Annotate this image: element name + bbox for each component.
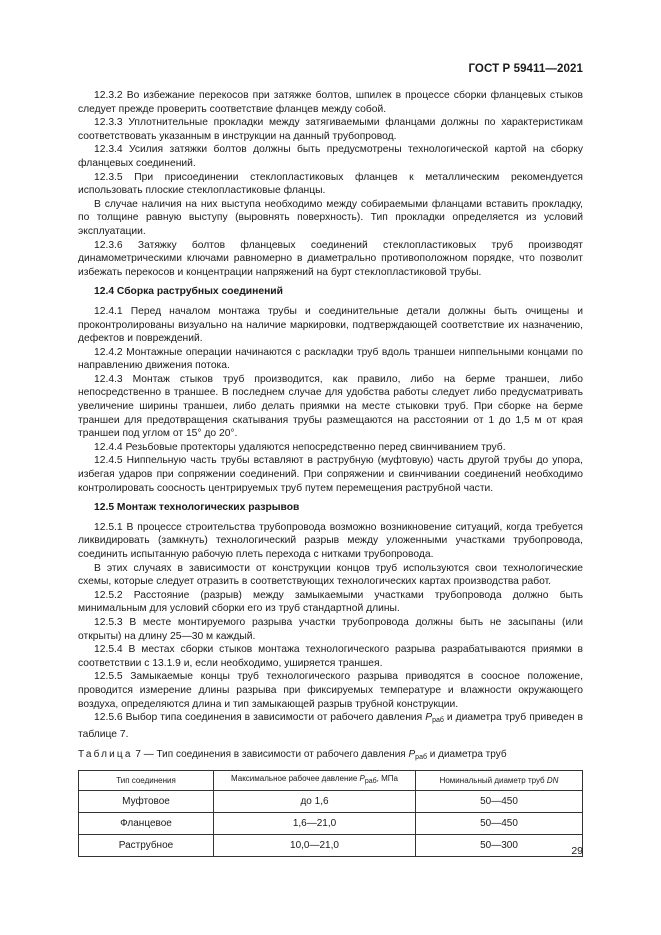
paragraph-12-4-5: 12.4.5 Ниппельную часть трубы вставляют в раструбную (муфтовую) часть другой трубы до упора, избегая ударов при сопряжении соединений. При сопряжении и свинчивании соединений необходимо контролировать соосность центрируемых труб путем перемещения раструбной части. (78, 455, 583, 494)
header-max-pressure-text: Максимальное рабочее давление (231, 774, 360, 784)
paragraph-12-3-2: 12.3.2 Во избежание перекосов при затяжке болтов, шпилек в процессе сборки фланцевых стыков следует прежде проверить соответствие фланцев между собой. (78, 90, 583, 115)
paragraph-12-4-1: 12.4.1 Перед началом монтажа трубы и соединительные детали должны быть очищены и проконтролированы визуально на наличие маркировки, подтверждающей соответствие их назначению, дефектов и повреждений. (78, 305, 583, 345)
pressure-subscript: раб (432, 717, 444, 725)
paragraph-12-5-1: 12.5.1 В процессе строительства трубопровода возможно возникновение ситуаций, когда требуется ликвидировать (замкнуть) технологический разрыв между уложенными участками трубопровода, соединить испытанную рабочую плеть перехода с нитками трубопровода. (78, 521, 583, 560)
table-row (79, 790, 583, 812)
cell-diameter: 50—450 (416, 790, 583, 812)
paragraph-12-5-3: 12.5.3 В месте монтируемого разрыва участки трубопровода должны быть не засыпаны (или открыты) на длину 25—30 м каждый. (78, 616, 583, 642)
section-heading-12-5: 12.5 Монтаж технологических разрывов (94, 502, 300, 514)
cell-diameter: 50—300 (416, 834, 583, 856)
standard-header: ГОСТ Р 59411—2021 (468, 63, 583, 75)
header-pressure-unit: , МПа (376, 774, 398, 784)
paragraph-12-5-6 (78, 711, 583, 741)
page-number: 29 (571, 845, 583, 857)
table-caption (78, 748, 583, 765)
paragraph-12-5-4: 12.5.4 В местах сборки стыков монтажа технологического разрыва разрабатываются приямки в соответствии с 13.1.9 и, если необходимо, уширяется траншея. (78, 644, 583, 669)
header-diameter-symbol: DN (546, 775, 559, 785)
paragraph-12-5-6-text: 12.5.6 Выбор типа соединения в зависимости от рабочего давления (94, 712, 426, 724)
header-nominal-diameter (416, 770, 583, 790)
paragraph-12-3-6: 12.3.6 Затяжку болтов фланцевых соединений стеклопластиковых труб производят динамометрическими ключами равномерно в диаметрально противоположном порядке, что позволит избежать перекосов и концентрации напряжений на бурт стеклопластиковой трубы. (78, 239, 583, 278)
header-pressure-subscript: раб (364, 778, 377, 786)
table-caption-text: 7 — Тип соединения в зависимости от рабочего давления (132, 749, 409, 761)
pressure-symbol: P (425, 712, 433, 724)
cell-connection-type: Муфтовое (79, 790, 214, 812)
cell-pressure: 1,6—21,0 (214, 812, 416, 834)
paragraph-12-3-4: 12.3.4 Усилия затяжки болтов должны быть предусмотрены технологической картой на сборку фланцевых соединений. (78, 144, 583, 169)
section-heading-12-4: 12.4 Сборка раструбных соединений (94, 286, 283, 298)
table-row (79, 834, 583, 856)
table-caption-subscript: раб (415, 754, 427, 762)
paragraph-12-4-4: 12.4.4 Резьбовые протекторы удаляются непосредственно перед свинчиванием труб. (94, 441, 506, 453)
paragraph-12-3-5-cont: В случае наличия на них выступа необходимо между собираемыми фланцами вставить прокладку, по толщине равную выступу (выровнять поверхность). Тип прокладки определяется из условий эксплуатации. (78, 198, 583, 237)
paragraph-12-4-2: 12.4.2 Монтажные операции начинаются с раскладки труб вдоль траншеи ниппельными концами по направлению движения потока. (78, 346, 583, 372)
cell-connection-type: Фланцевое (79, 812, 214, 834)
header-max-pressure (214, 770, 416, 790)
page-content (78, 89, 583, 857)
paragraph-12-5-6-tail: и диаметра труб приведен в таблице 7. (78, 712, 583, 740)
paragraph-12-4-3: 12.4.3 Монтаж стыков труб производится, как правило, либо на берме траншеи, либо непосредственно в траншее. В последнем случае для удобства работы следует либо предусматривать увеличение ширины траншеи, либо делать приямки на месте стыковки труб. При сборке на берме траншеи для предотвращения скатывания трубы размещаются на расстоянии от 1 до 1,5 м от края траншеи под углом от 15° до 20°. (78, 373, 583, 440)
paragraph-12-3-5: 12.3.5 При присоединении стеклопластиковых фланцев к металлическим рекомендуется использовать плоские стеклопластиковые фланцы. (78, 171, 583, 197)
cell-pressure: 10,0—21,0 (214, 834, 416, 856)
cell-diameter: 50—450 (416, 812, 583, 834)
header-diameter-text: Номинальный диаметр труб (439, 775, 547, 785)
table-caption-tail: и диаметра труб (426, 749, 507, 761)
connection-type-table (78, 770, 583, 857)
paragraph-12-5-2: 12.5.2 Расстояние (разрыв) между замыкаемыми участками трубопровода должно быть минимальным для условий сборки его из труб стандартной длины. (78, 589, 583, 615)
header-pressure-symbol: P (359, 774, 365, 784)
header-connection-type: Тип соединения (79, 770, 214, 790)
paragraph-12-5-5: 12.5.5 Замыкаемые концы труб технологического разрыва приводятся в соосное положение, проводится измерение длины разрыва при фиксируемых температуре и влажности окружающего воздуха, определяются длина и тип замыкающей разрыв трубной конструкции. (78, 671, 583, 710)
table-caption-label: Таблица (78, 749, 133, 761)
table-header-row (79, 770, 583, 790)
cell-connection-type: Раструбное (79, 834, 214, 856)
paragraph-12-3-3: 12.3.3 Уплотнительные прокладки между затягиваемыми фланцами должны по характеристикам соответствовать указанным в инструкции на данный трубопровод. (78, 117, 583, 142)
table-row (79, 812, 583, 834)
table-caption-symbol: P (408, 749, 416, 761)
cell-pressure: до 1,6 (214, 790, 416, 812)
paragraph-12-5-1-cont: В этих случаях в зависимости от конструкции концов труб используются свои технологические схемы, которые следует отразить в соответствующих технологических картах производства работ. (78, 562, 583, 588)
